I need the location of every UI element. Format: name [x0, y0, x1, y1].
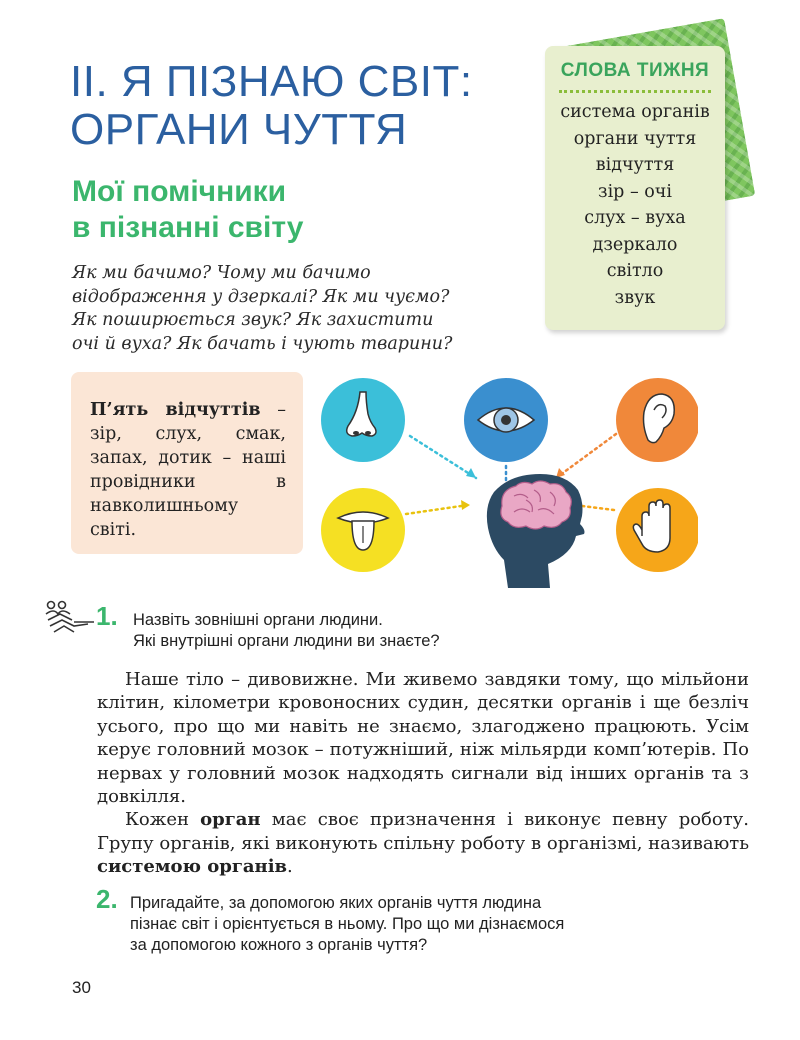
ear-arrow	[556, 434, 616, 478]
word-item: світло	[606, 261, 664, 281]
words-of-week-card	[545, 46, 725, 330]
body-paragraph-2	[97, 808, 749, 878]
hand-icon	[616, 488, 698, 572]
question-line: очі й вуха? Як бачать і чують тварини?	[72, 333, 453, 354]
eye-icon	[464, 378, 548, 462]
word-item: дзеркало	[592, 234, 678, 255]
brain-icon	[501, 481, 571, 529]
question-line: Як поширюється звук? Як захистити	[72, 310, 434, 330]
intro-questions	[72, 262, 542, 356]
task2-line3: за допомогою кожного з органів чуття?	[130, 936, 428, 954]
task1-number: 1.	[96, 601, 118, 631]
task1-line2: Які внутрішні органи людини ви знаєте?	[133, 632, 440, 650]
word-item: звук	[614, 287, 656, 308]
lesson-title-line2: в пізнанні світу	[72, 211, 304, 244]
chapter-title	[70, 58, 540, 154]
nose-icon	[321, 378, 405, 462]
word-item: відчуття	[595, 155, 675, 175]
five-senses-rest: – зір, слух, смак, запах, дотик – наші провідники в навколишньому світі.	[90, 400, 286, 540]
senses-illustration	[318, 378, 698, 593]
lesson-title-line1: Мої помічники	[72, 175, 287, 208]
tongue-icon	[321, 488, 405, 572]
term-organ: орган	[200, 809, 261, 831]
term-organ-system: системою органів	[97, 856, 288, 878]
five-senses-text	[90, 398, 286, 542]
nose-arrow	[410, 436, 476, 478]
body-text-span: Кожен	[125, 809, 201, 831]
lesson-title	[72, 174, 492, 246]
body-text-span: .	[287, 856, 293, 878]
head-brain-icon	[487, 474, 585, 588]
word-item: система органів	[560, 102, 710, 122]
five-senses-bold: П’ять відчуттів	[90, 400, 261, 420]
word-item: слух – вуха	[584, 208, 686, 228]
chapter-title-line2: ОРГАНИ ЧУТТЯ	[70, 105, 408, 154]
body-paragraph-1: Наше тіло – дивовижне. Ми живемо завдяки тому, що мільйони клітин, кілометри кровоносних судин, десятки органів і ще безліч усього, про що ми навіть не знаємо, злагоджено працюють. Усім керує головний мозок – потужніший, ніж мільярди комп’ютерів. По нервах у головний мозок надходять сигнали від інших органів та з довкілля.	[97, 669, 749, 808]
page-number: 30	[72, 978, 91, 997]
task1-line1: Назвіть зовнішні органи людини.	[133, 611, 383, 629]
words-of-week-title: СЛОВА ТИЖНЯ	[560, 60, 710, 81]
question-line: Як ми бачимо? Чому ми бачимо	[72, 263, 371, 283]
body-text	[97, 668, 749, 879]
dotted-divider	[559, 90, 711, 93]
task2-line2: пізнає світ і орієнтується в ньому. Про що ми дізнаємося	[130, 915, 565, 933]
tongue-arrow	[406, 505, 468, 514]
task2-number: 2.	[96, 884, 118, 914]
task1-text	[133, 610, 440, 652]
ear-icon	[616, 378, 698, 462]
word-item: органи чуття	[573, 128, 697, 149]
task2-text	[130, 893, 564, 956]
body-text-span: має своє призначення і виконує певну роботу. Групу органів, які виконують спільну роботу в організмі, називають	[97, 809, 749, 854]
chapter-title-line1: ІІ. Я ПІЗНАЮ СВІТ:	[70, 57, 473, 106]
group-work-icon	[44, 600, 96, 636]
task2-line1: Пригадайте, за допомогою яких органів чуття людина	[130, 894, 542, 912]
words-list	[545, 99, 725, 311]
word-item: зір – очі	[598, 181, 672, 202]
question-line: відображення у дзеркалі? Як ми чуємо?	[72, 286, 450, 307]
